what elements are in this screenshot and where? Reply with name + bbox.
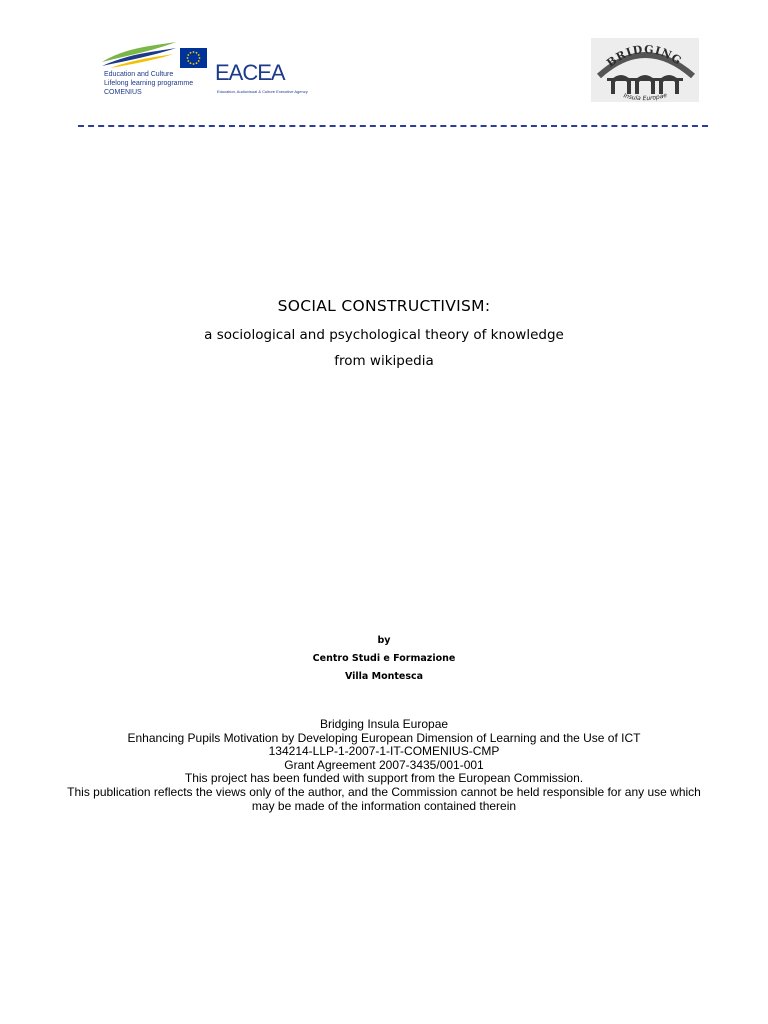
bridge-icon: [585, 34, 705, 106]
eacea-logo: [215, 58, 308, 102]
disclaimer: This publication reflects the views only of the author, and the Commission cannot be held responsible for any use which may be made of the information contained therein: [67, 784, 701, 813]
project-description: Enhancing Pupils Motivation by Developing European Dimension of Learning and the Use of ICT: [127, 730, 641, 745]
bridging-logo: [585, 34, 705, 106]
project-code: 134214-LLP-1-2007-1-IT-COMENIUS-CMP: [268, 744, 500, 759]
lifelong-learning-logo: [100, 40, 210, 102]
author-by: by: [377, 635, 391, 646]
author-org-2: Villa Montesca: [344, 671, 424, 682]
bridging-sub-text: Insula Europae: [622, 91, 668, 103]
author-block: [0, 632, 768, 686]
document-subtitle: a sociological and psychological theory of knowledge: [204, 327, 564, 343]
author-org-1: Centro Studi e Formazione: [312, 653, 456, 664]
llp-line-3: COMENIUS: [104, 89, 142, 96]
llp-line-2: Lifelong learning programme: [104, 80, 194, 87]
grant-agreement: Grant Agreement 2007-3435/001-001: [284, 757, 484, 772]
project-name: Bridging Insula Europae: [319, 717, 449, 731]
eacea-wordmark: EACEA: [215, 60, 285, 85]
header-dashed-rule: [78, 125, 708, 127]
document-source: from wikipedia: [334, 353, 434, 369]
eu-flag-icon: [180, 48, 207, 68]
document-title: SOCIAL CONSTRUCTIVISM:: [277, 297, 491, 315]
bridging-arc-text: BRIDGING: [604, 42, 685, 70]
funding-statement: This project has been funded with support from the European Commission.: [184, 771, 584, 786]
llp-logo-text: [104, 70, 193, 97]
eacea-tagline: Education, Audiovisual & Culture Executive Agency: [217, 89, 308, 94]
title-block: [0, 295, 768, 374]
project-info: [60, 718, 708, 813]
llp-line-1: Education and Culture: [104, 71, 174, 78]
